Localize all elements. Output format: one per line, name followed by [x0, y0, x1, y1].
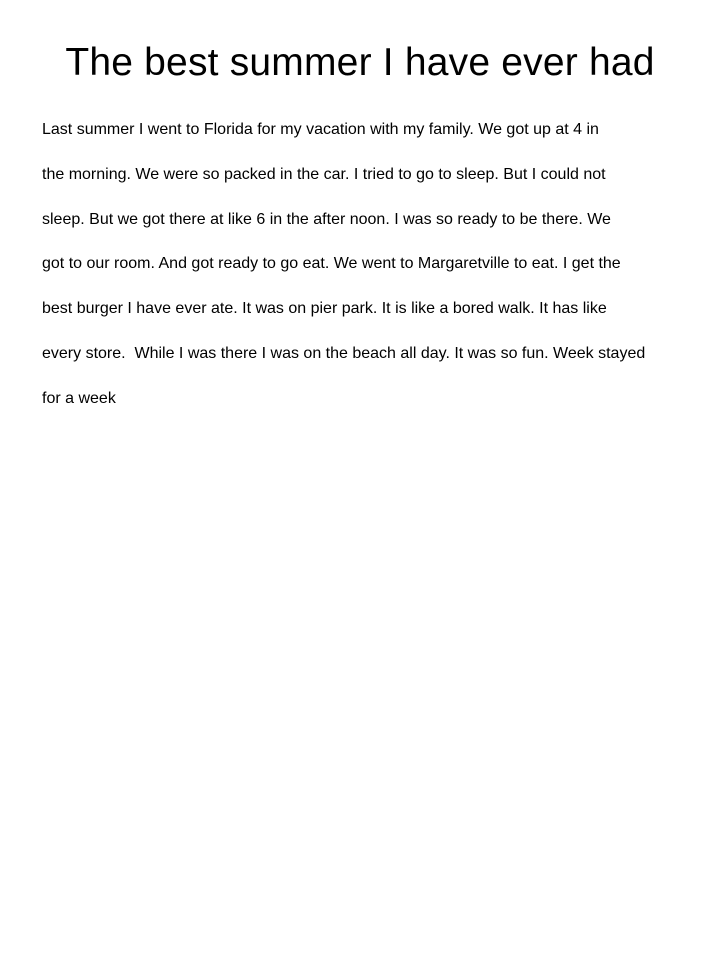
body-line: best burger I have ever ate. It was on pier park. It is like a bored walk. It has like: [42, 300, 607, 318]
body-line: got to our room. And got ready to go eat. We went to Margaretville to eat. I get the: [42, 255, 621, 273]
body-line: sleep. But we got there at like 6 in the after noon. I was so ready to be there. We: [42, 210, 611, 228]
body-text: [42, 117, 702, 431]
body-line: every store. While I was there I was on the beach all day. It was so fun. Week stayed: [42, 344, 646, 362]
body-line: the morning. We were so packed in the car. I tried to go to sleep. But I could not: [42, 165, 606, 183]
page-title: The best summer I have ever had: [65, 41, 655, 84]
body-line: for a week: [42, 389, 116, 407]
body-line: Last summer I went to Florida for my vacation with my family. We got up at 4 in: [42, 121, 599, 138]
